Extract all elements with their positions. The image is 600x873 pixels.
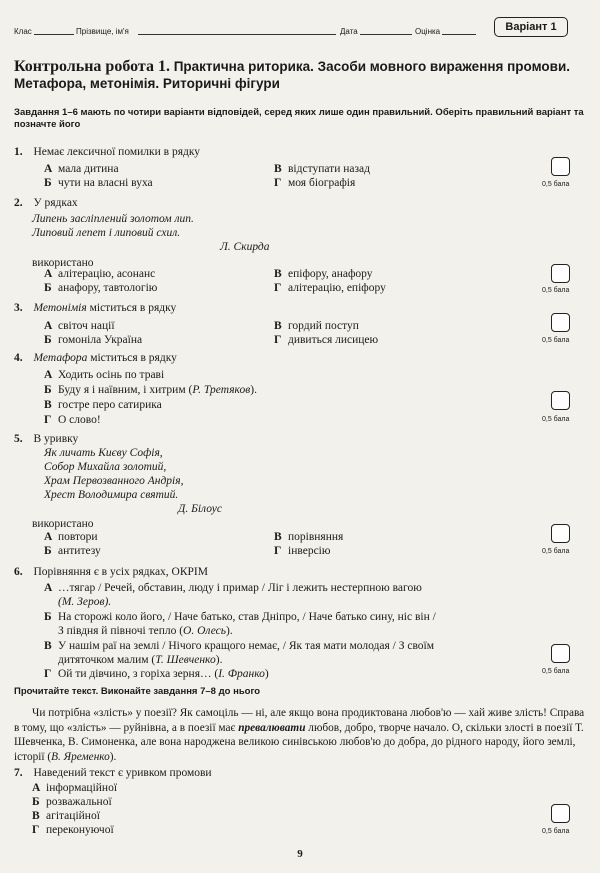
q2-author: Л. Скирда (220, 241, 270, 253)
grade-label: Оцінка (415, 27, 441, 36)
q1-option-b[interactable]: Б чути на власні вуха (44, 177, 153, 189)
q1-option-d[interactable]: Г моя біографія (274, 177, 356, 189)
class-field[interactable] (34, 24, 74, 35)
q4-stem: 4. Метафора міститься в рядку (14, 352, 177, 364)
q1-stem (14, 145, 200, 159)
q6-option-c[interactable]: В У нашім раї на землі / Нічого кращого немає, / Як тая мати молодая / З своїм (44, 640, 435, 652)
q2-option-d[interactable]: Г алітерацію, епіфору (274, 282, 386, 294)
q4-option-a[interactable]: А Ходить осінь по траві (44, 369, 165, 381)
q2-answer-box[interactable] (551, 264, 570, 283)
q1-answer-box[interactable] (551, 157, 570, 176)
q7-option-a[interactable]: А інформаційної (32, 782, 118, 794)
name-label: Прізвище, ім'я (76, 27, 129, 36)
q2-stem: 2. У рядках (14, 197, 78, 209)
date-label: Дата (340, 27, 358, 36)
q6-points: 0,5 бала (542, 668, 570, 675)
q5-poem-line-1: Як личать Києву Софія, (44, 447, 163, 459)
q6-option-a[interactable]: А …тягар / Речей, обставин, люду і примар / Ліг і лежить нестерпною вагою (44, 582, 422, 594)
q5-option-b[interactable]: Б антитезу (44, 545, 101, 557)
q3-option-c[interactable]: В гордий поступ (274, 320, 359, 332)
q6-option-b[interactable]: Б На сторожі коло його, / Наче батько, став Дніпро, / Наче батько сину, ніс він / (44, 611, 436, 623)
q3-answer-box[interactable] (551, 313, 570, 332)
q6-option-a-author: (М. Зеров). (58, 596, 112, 608)
q2-option-b[interactable]: Б анафору, тавтологію (44, 282, 158, 294)
q1-option-a[interactable]: А мала дитина (44, 163, 119, 175)
q5-poem-line-3: Храм Первозванного Андрія, (44, 475, 184, 487)
q1-points: 0,5 бала (542, 181, 570, 188)
q5-option-a[interactable]: А повтори (44, 531, 98, 543)
q5-option-c[interactable]: В порівняння (274, 531, 344, 543)
variant-badge: Варіант 1 (494, 17, 568, 37)
passage-text: Чи потрібна «злість» у поезії? Як самоціль — ні, але якщо вона продиктована любов'ю — хай живе злість! Справа в тому, що «злість» — руйнівна, а в поезії має превалювати любов, добро, творче начало. О, скільки злості в поезії Т. Шевченка, В. Симоненка, але вона народжена великою синівською любов'ю до добра, до рідного народу, його землі, історії (В. Яременко). (14, 707, 585, 763)
q2-option-c[interactable]: В епіфору, анафору (274, 268, 373, 280)
q1-option-c[interactable]: В відступати назад (274, 163, 370, 175)
q5-poem-line-4: Хрест Володимира святий. (44, 489, 179, 501)
q5-stem: 5. В уривку (14, 433, 79, 445)
title-rest: Практична риторика. Засоби мовного вираження промови. Метафора, метонімія. Риторичні фігури (14, 59, 570, 91)
q5-poem-line-2: Собор Михайла золотий, (44, 461, 167, 473)
page-title (14, 58, 586, 92)
page-number: 9 (297, 848, 303, 860)
q7-points: 0,5 бала (542, 828, 570, 835)
q5-option-d[interactable]: Г інверсію (274, 545, 331, 557)
instructions: Завдання 1–6 мають по чотири варіанти відповідей, серед яких лише один правильний. Оберіть правильний варіант та позначте його (14, 107, 584, 130)
q4-answer-box[interactable] (551, 391, 570, 410)
q7-stem: 7. Наведений текст є уривком промови (14, 767, 212, 779)
q7-answer-box[interactable] (551, 804, 570, 823)
q4-option-c[interactable]: В гостре перо сатирика (44, 399, 162, 411)
q6-option-c-line-2: дитяточком малим (Т. Шевченко). (58, 654, 223, 666)
q3-stem: 3. Метонімія міститься в рядку (14, 302, 177, 314)
class-label: Клас (14, 27, 32, 36)
grade-field[interactable] (442, 24, 476, 35)
q3-option-a[interactable]: А світоч нації (44, 320, 115, 332)
q6-stem: 6. Порівняння є в усіх рядках, ОКРІМ (14, 566, 208, 578)
date-field[interactable] (360, 24, 412, 35)
q2-poem-line-2: Липовий лепет і липовий схил. (32, 227, 181, 239)
section-heading: Прочитайте текст. Виконайте завдання 7–8 до нього (14, 686, 261, 697)
q5-used: використано (32, 518, 94, 530)
q7-option-b[interactable]: Б розважальної (32, 796, 112, 808)
q5-points: 0,5 бала (542, 548, 570, 555)
q3-points: 0,5 бала (542, 337, 570, 344)
q6-answer-box[interactable] (551, 644, 570, 663)
q2-poem-line-1: Липень засліплений золотом лип. (32, 213, 194, 225)
q7-option-c[interactable]: В агітаційної (32, 810, 100, 822)
q3-option-d[interactable]: Г дивиться лисицею (274, 334, 379, 346)
q3-option-b[interactable]: Б гомоніла Україна (44, 334, 143, 346)
q5-answer-box[interactable] (551, 524, 570, 543)
title-lead: Контрольна робота 1. (14, 58, 170, 75)
q2-points: 0,5 бала (542, 287, 570, 294)
q4-option-b[interactable]: Б Буду я і наївним, і хитрим (Р. Третяков). (44, 384, 257, 396)
q4-option-d[interactable]: Г О слово! (44, 414, 101, 426)
q1-text: Немає лексичної помилки в рядку (33, 146, 201, 158)
q2-used: використано (32, 257, 94, 269)
q2-option-a[interactable]: А алітерацію, асонанс (44, 268, 156, 280)
q6-option-d[interactable]: Г Ой ти дівчино, з горіха зерня… (І. Франко) (44, 668, 269, 680)
q6-option-b-line-2: З півдня й півночі тепло (О. Олесь). (58, 625, 233, 637)
q4-points: 0,5 бала (542, 416, 570, 423)
q7-option-d[interactable]: Г переконуючої (32, 824, 114, 836)
name-field[interactable] (138, 24, 336, 35)
q1-number: 1. (14, 146, 23, 158)
q5-author: Д. Білоус (178, 503, 222, 515)
